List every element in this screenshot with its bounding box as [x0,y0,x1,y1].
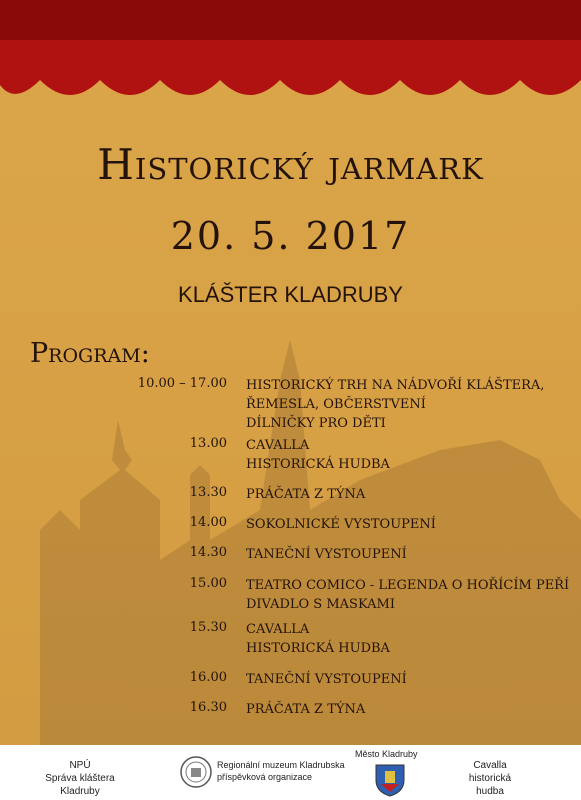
program-desc [246,545,566,564]
museum-name: Regionální muzeum Kladrubska [217,760,345,770]
program-line: ŘEMESLA, OBČERSTVENÍ [246,397,426,412]
npu-name: NPÚ [69,760,91,771]
cavalla-name: Cavalla [473,760,507,771]
program-line: PRÁČATA Z TÝNA [246,487,366,502]
program-line: PRÁČATA Z TÝNA [246,702,366,717]
program-desc [246,376,566,433]
program-line: TANEČNÍ VYSTOUPENÍ [246,547,407,562]
sponsor-footer [0,745,581,800]
npu-logo-text [30,759,130,798]
program-desc [246,485,566,504]
cavalla-subtitle: historická hudba [468,773,512,797]
program-line: DIVADLO S MASKAMI [246,597,395,612]
program-desc [246,436,566,474]
program-line: HISTORICKÁ HUDBA [246,457,390,472]
program-desc [246,620,566,658]
museum-text [217,759,345,783]
program-time: 15.00 [189,576,227,591]
program-time: 14.00 [189,515,227,530]
npu-subtitle: Správa kláštera Kladruby [45,773,115,797]
program-time: 16.00 [189,670,227,685]
program-line: SOKOLNICKÉ VYSTOUPENÍ [246,517,436,532]
program-time: 10.00 – 17.00 [137,376,227,391]
program-desc [246,576,570,614]
program-line: HISTORICKÝ TRH NA NÁDVOŘÍ KLÁŠTERA, [246,378,545,393]
program-line: HISTORICKÁ HUDBA [246,641,390,656]
program-line: CAVALLA [246,622,310,637]
program-desc [246,670,566,689]
program-time: 13.30 [189,485,227,500]
program-desc [246,700,566,719]
program-time: 14.30 [189,545,227,560]
program-time: 13.00 [189,436,227,451]
program-line: DÍLNIČKY PRO DĚTI [246,416,386,431]
cavalla-text [455,759,525,798]
program-line: TEATRO COMICO - LEGENDA O HOŘÍCÍM PEŘÍ [246,578,570,593]
museum-subtitle: příspěvková organizace [217,772,313,782]
curtain-valance [0,0,581,120]
town-crest-icon [372,762,408,798]
museum-seal-icon [179,755,213,789]
event-date: 20. 5. 2017 [170,214,411,258]
program-desc [246,515,566,534]
event-venue: KLÁŠTER KLADRUBY [178,282,403,307]
event-title: Historický jarmark [97,140,484,189]
program-time: 16.30 [189,700,227,715]
program-heading: Program: [30,338,150,369]
program-line: CAVALLA [246,438,310,453]
program-line: TANEČNÍ VYSTOUPENÍ [246,672,407,687]
program-time: 15.30 [189,620,227,635]
town-name: Město Kladruby [355,749,418,759]
